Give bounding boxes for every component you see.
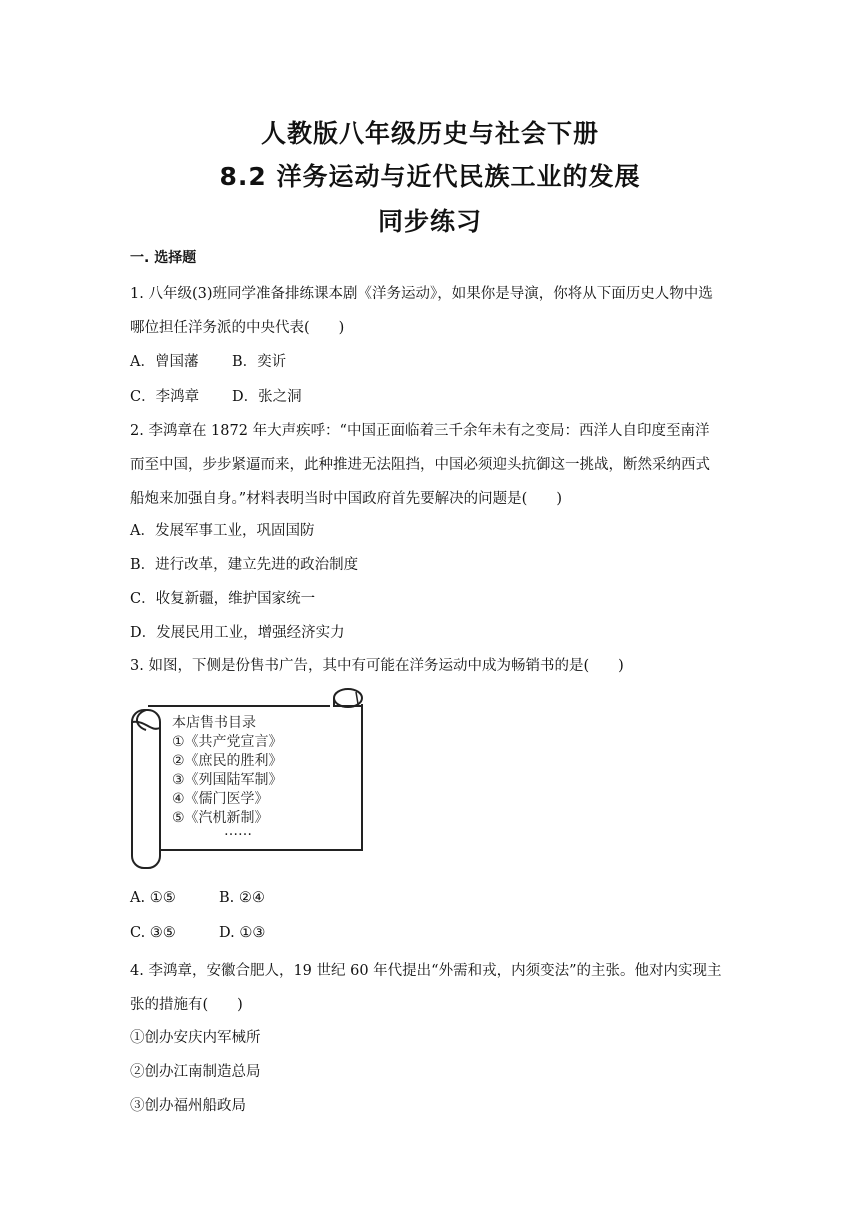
- question-1-stem-line-2: 哪位担任洋务派的中央代表( ): [130, 320, 345, 336]
- question-4-stem-line-2: 张的措施有( ): [130, 997, 243, 1013]
- question-4-item-1: ①创办安庆内军械所: [130, 1030, 261, 1046]
- scroll-heading: 本店售书目录: [172, 715, 256, 731]
- question-1-stem-line-1: 1. 八年级(3)班同学准备排练课本剧《洋务运动》，如果你是导演，你将从下面历史人物中选: [130, 286, 713, 302]
- section-heading: 一. 选择题: [130, 250, 197, 266]
- scroll-item-5: ⑤《汽机新制》: [172, 810, 269, 826]
- question-3-option-b: B. ②④: [219, 890, 265, 906]
- question-3-option-d: D. ①③: [219, 925, 266, 941]
- question-1-option-a: A．曾国藩: [130, 354, 199, 370]
- scroll-item-1: ①《共产党宣言》: [172, 734, 283, 750]
- question-4-stem-line-1: 4. 李鸿章，安徽合肥人，19 世纪 60 年代提出“外需和戎，内须变法”的主张。他对内实现主: [130, 963, 722, 979]
- question-1-option-c: C．李鸿章: [130, 389, 200, 405]
- question-4-item-3: ③创办福州船政局: [130, 1098, 246, 1114]
- book-list-scroll-figure: [128, 686, 366, 872]
- question-2-option-d: D．发展民用工业，增强经济实力: [130, 625, 345, 641]
- scroll-item-3: ③《列国陆军制》: [172, 772, 283, 788]
- question-2-option-b: B．进行改革，建立先进的政治制度: [130, 557, 359, 573]
- scroll-item-4: ④《儒门医学》: [172, 791, 269, 807]
- question-3-stem-line-1: 3. 如图，下侧是份售书广告，其中有可能在洋务运动中成为畅销书的是( ): [130, 658, 624, 674]
- question-1-option-b: B．奕䜣: [232, 354, 287, 370]
- question-4-item-2: ②创办江南制造总局: [130, 1064, 261, 1080]
- question-2-stem-line-1: 2. 李鸿章在 1872 年大声疾呼：“中国正面临着三千余年未有之变局：西洋人自印度至南洋: [130, 423, 710, 439]
- question-2-stem-line-3: 船炮来加强自身。”材料表明当时中国政府首先要解决的问题是( ): [130, 491, 562, 507]
- exercise-title: 同步练习: [377, 207, 482, 236]
- question-1-option-d: D．张之洞: [232, 389, 302, 405]
- question-2-option-c: C．收复新疆，维护国家统一: [130, 591, 316, 607]
- document-title: 人教版八年级历史与社会下册: [260, 119, 599, 148]
- scroll-ellipsis: ……: [224, 823, 252, 839]
- scroll-item-2: ②《庶民的胜利》: [172, 753, 283, 769]
- lesson-title: 8.2 洋务运动与近代民族工业的发展: [219, 162, 641, 191]
- question-2-stem-line-2: 而至中国，步步紧逼而来，此种推进无法阻挡，中国必须迎头抗御这一挑战，断然采纳西式: [130, 457, 710, 473]
- question-3-option-c: C. ③⑤: [130, 925, 176, 941]
- question-2-option-a: A．发展军事工业，巩固国防: [130, 523, 315, 539]
- question-3-option-a: A. ①⑤: [130, 890, 176, 906]
